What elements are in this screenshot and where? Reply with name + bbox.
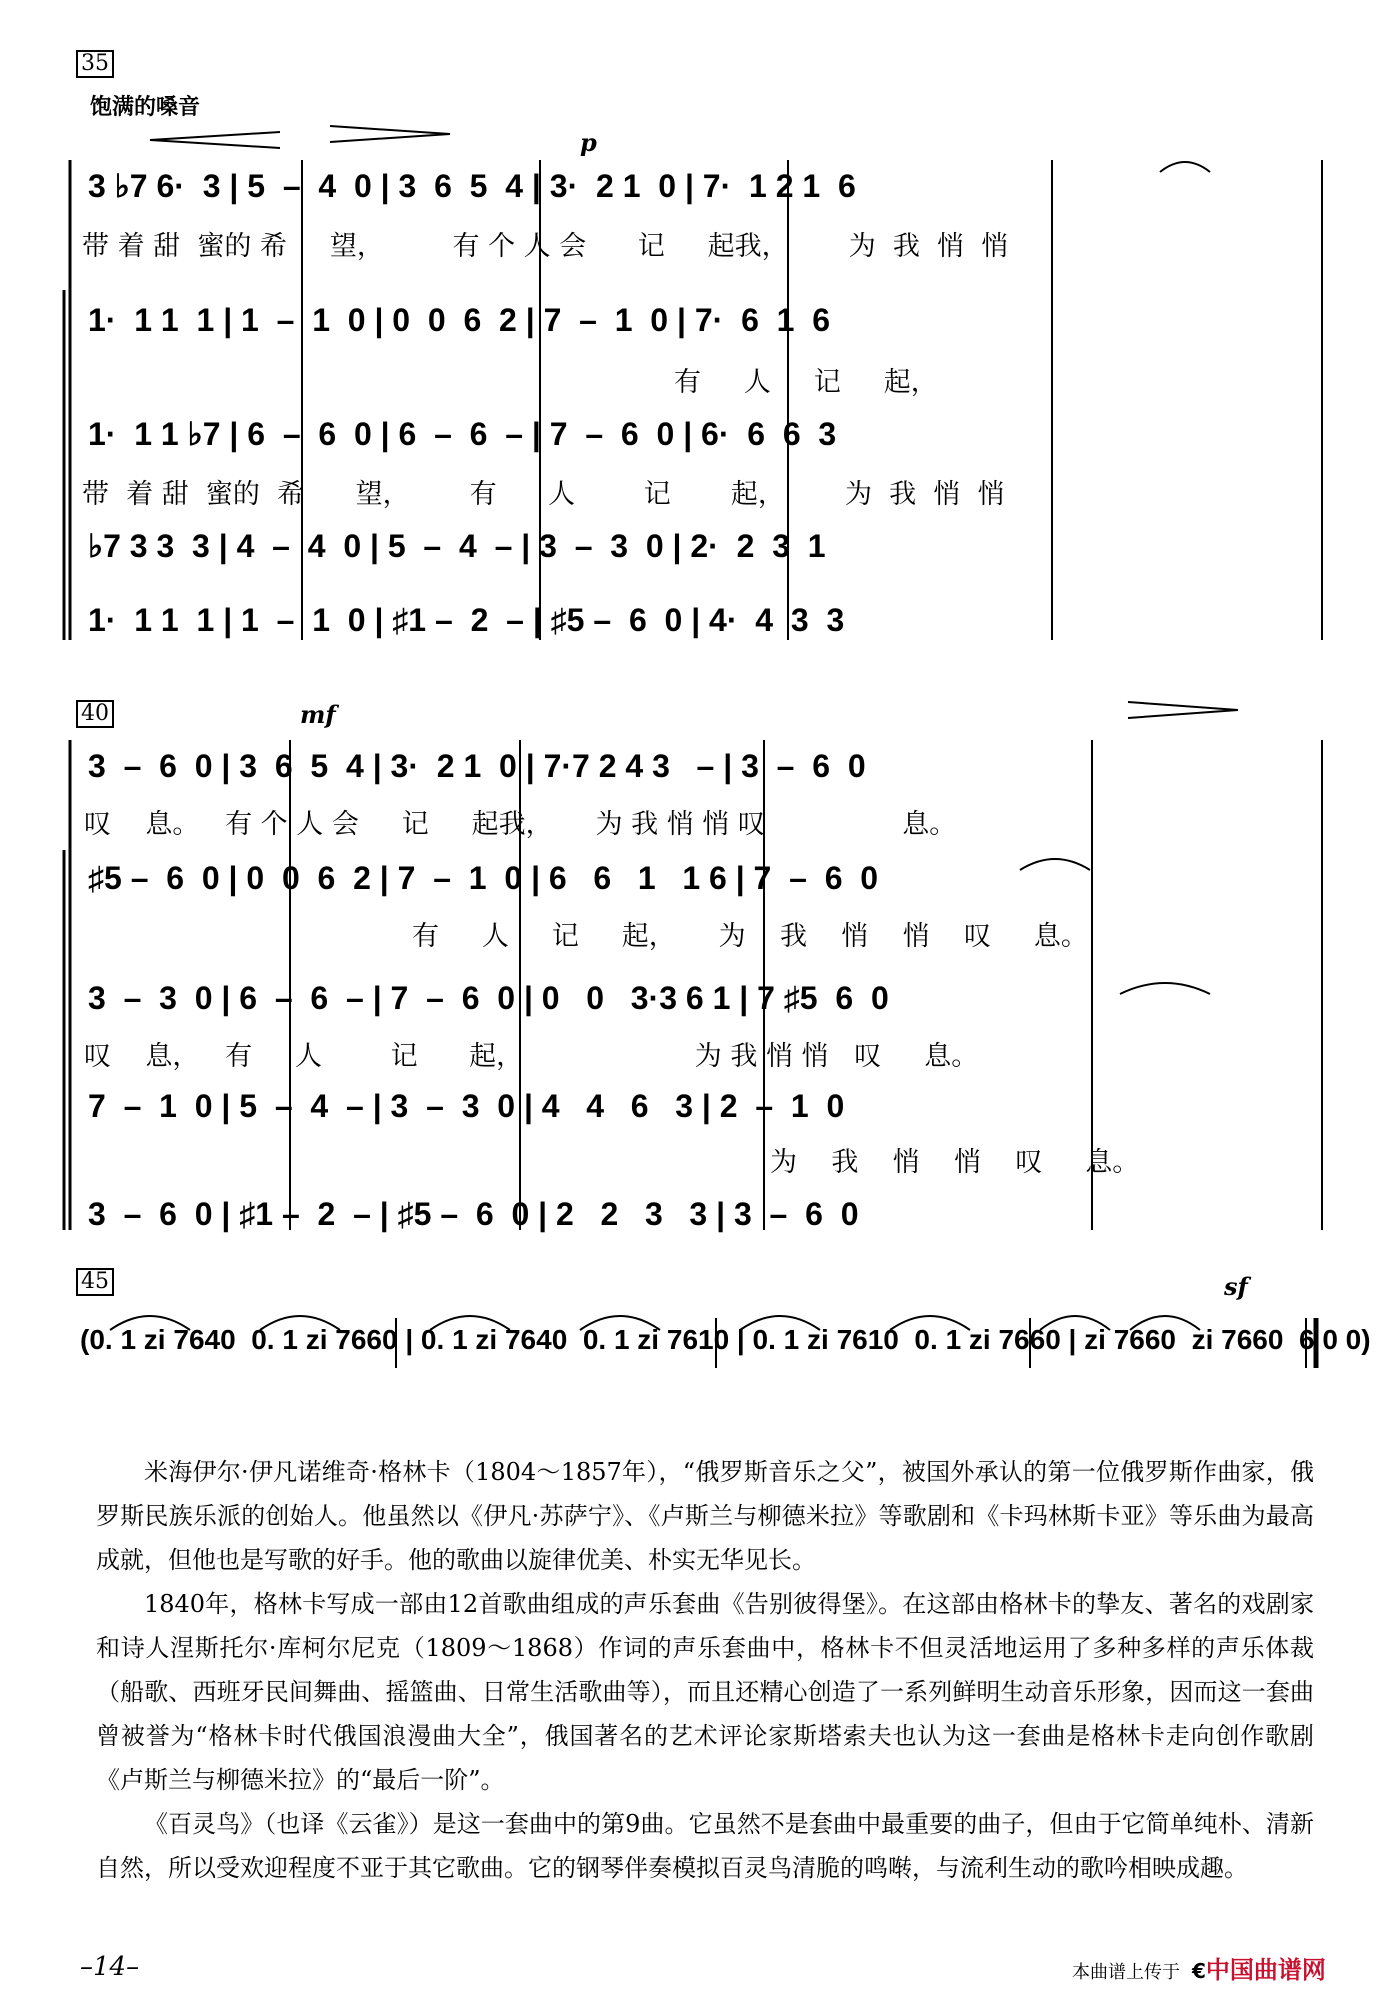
dynamic-mf: mf <box>300 700 336 729</box>
dynamic-p: p <box>580 128 597 157</box>
dynamic-sf: sf <box>1224 1272 1248 1301</box>
page-number: –14– <box>80 1952 140 1982</box>
paragraph-3: 《百灵鸟》（也译《云雀》）是这一套曲中的第9曲。它虽然不是套曲中最重要的曲子，但由于它简单纯朴、清新自然，所以受欢迎程度不亚于其它歌曲。它的钢琴伴奏模拟百灵鸟清脆的鸣啭，与流利生动的歌吟相映成趣。 <box>96 1810 1314 1882</box>
slur-s3-g <box>1040 1316 1110 1330</box>
slur-s3-b <box>260 1316 340 1330</box>
slur-s3-d <box>580 1316 660 1330</box>
notes-s2-voice3: 3 – 3 0 | 6 – 6 – | 7 – 6 0 | 0 0 3·3 6 1 | 7 ♯5 6 0 <box>88 980 889 1016</box>
paragraph-2: 1840年，格林卡写成一部由12首歌曲组成的声乐套曲《告别彼得堡》。在这部由格林卡的挚友、著名的戏剧家和诗人涅斯托尔·库柯尔尼克（1809～1868）作词的声乐套曲中，格林卡不但灵活地运用了多种多样的声乐体裁（船歌、西班牙民间舞曲、摇篮曲、日常生活歌曲等），而且还精心创造了一系列鲜明生动音乐形象，因而这一套曲曾被誉为“格林卡时代俄国浪漫曲大全”，俄国著名的艺术评论家斯塔索夫也认为这一套曲是格林卡走向创作歌剧《卢斯兰与柳德米拉》的“最后一阶”。 <box>96 1590 1314 1794</box>
paragraph-1: 米海伊尔·伊凡诺维奇·格林卡（1804～1857年），“俄罗斯音乐之父”，被国外承认的第一位俄罗斯作曲家，俄罗斯民族乐派的创始人。他虽然以《伊凡·苏萨宁》、《卢斯兰与柳德米拉》等歌剧和《卡玛林斯卡亚》等乐曲为最高成就，但他也是写歌的好手。他的歌曲以旋律优美、朴实无华见长。 <box>96 1458 1314 1574</box>
slur-s3-a <box>110 1316 190 1330</box>
hairpin-crescendo <box>150 132 280 148</box>
slur-s3-c <box>430 1316 510 1330</box>
hairpin-decrescendo-2 <box>1128 702 1238 718</box>
site-logo[interactable] <box>1192 1950 1326 1985</box>
source-label: 本曲谱上传于 <box>1072 1962 1180 1983</box>
measure-number-35: 35 <box>76 50 114 78</box>
notes-s1-voice5: 1· 1 1 1 | 1 – 1 0 | ♯1 – 2 – | ♯5 – 6 0 | 4· 4 3 3 <box>88 602 845 638</box>
system-bracket-2 <box>64 740 70 1230</box>
system-bracket-1 <box>64 160 70 640</box>
notes-s1-voice1: 3 ♭7 6· 3 | 5 – 4 0 | 3 6 5 4 | 3· 2 1 0 | 7· 1 2 1 6 <box>88 168 856 204</box>
slur-s3-f <box>890 1316 970 1330</box>
barlines-section-1 <box>302 160 1322 640</box>
slur-s2-b <box>1120 983 1210 994</box>
hairpin-decrescendo <box>330 126 450 142</box>
logo-mark-icon: € <box>1192 1959 1206 1983</box>
notes-s1-voice4: ♭7 3 3 3 | 4 – 4 0 | 5 – 4 – | 3 – 3 0 | 2· 2 3 1 <box>88 528 826 564</box>
notes-s2-voice1: 3 – 6 0 | 3 6 5 4 | 3· 2 1 0 | 7·7 2 4 3 – | 3 – 6 0 <box>88 748 866 784</box>
lyrics-s2-voice2: 有 人 记 起， 为 我 悄 悄 叹 息。 <box>412 921 1088 952</box>
performance-direction: 饱满的嗓音 <box>90 95 201 120</box>
notes-s2-voice2: ♯5 – 6 0 | 0 0 6 2 | 7 – 1 0 | 6 6 1 1 6 | 7 – 6 0 <box>88 860 879 896</box>
slur-s3-h <box>1130 1316 1200 1330</box>
lyrics-s2-voice1: 叹 息。 有 个 人 会 记 起我， 为 我 悄 悄 叹 息。 <box>84 809 957 840</box>
piano-interlude: (0. 1 zi 7640 0. 1 zi 7660 | 0. 1 zi 7640 0. 1 zi 7610 | 0. 1 zi 7610 0. 1 zi 7660 | zi 7660 zi 7660 6 0 0) <box>80 1324 1371 1355</box>
lyrics-s1-voice1: 带 着 甜 蜜的 希 望， 有 个 人 会 记 起我， 为 我 悄 悄 <box>82 231 1009 262</box>
notes-s2-voice4: 7 – 1 0 | 5 – 4 – | 3 – 3 0 | 4 4 6 3 | 2 – 1 0 <box>88 1088 845 1124</box>
barlines-section-2 <box>290 740 1322 1230</box>
lyrics-s2-voice3: 叹 息， 有 人 记 起， 为 我 悄 悄 叹 息。 <box>84 1041 979 1072</box>
lyrics-s1-voice3: 带 着 甜 蜜的 希 望， 有 人 记 起， 为 我 悄 悄 <box>82 479 1005 510</box>
slur-s2-a <box>1020 859 1090 870</box>
lyrics-s2-voice4: 为 我 悄 悄 叹 息。 <box>770 1147 1140 1178</box>
slur-s3-e <box>740 1316 820 1330</box>
measure-number-45: 45 <box>76 1268 114 1296</box>
notes-s2-voice5: 3 – 6 0 | ♯1 – 2 – | ♯5 – 6 0 | 2 2 3 3 | 3 – 6 0 <box>88 1196 859 1232</box>
lyrics-s1-voice2: 有 人 记 起， <box>674 367 938 398</box>
site-logo-text: 中国曲谱网 <box>1205 1956 1326 1984</box>
slur-s1 <box>1160 162 1210 172</box>
barlines-section-3 <box>396 1318 1316 1368</box>
notes-s1-voice3: 1· 1 1 ♭7 | 6 – 6 0 | 6 – 6 – | 7 – 6 0 | 6· 6 6 3 <box>88 416 837 452</box>
notes-s1-voice2: 1· 1 1 1 | 1 – 1 0 | 0 0 6 2 | 7 – 1 0 | 7· 6 1 6 <box>88 302 831 338</box>
measure-number-40: 40 <box>76 700 114 728</box>
